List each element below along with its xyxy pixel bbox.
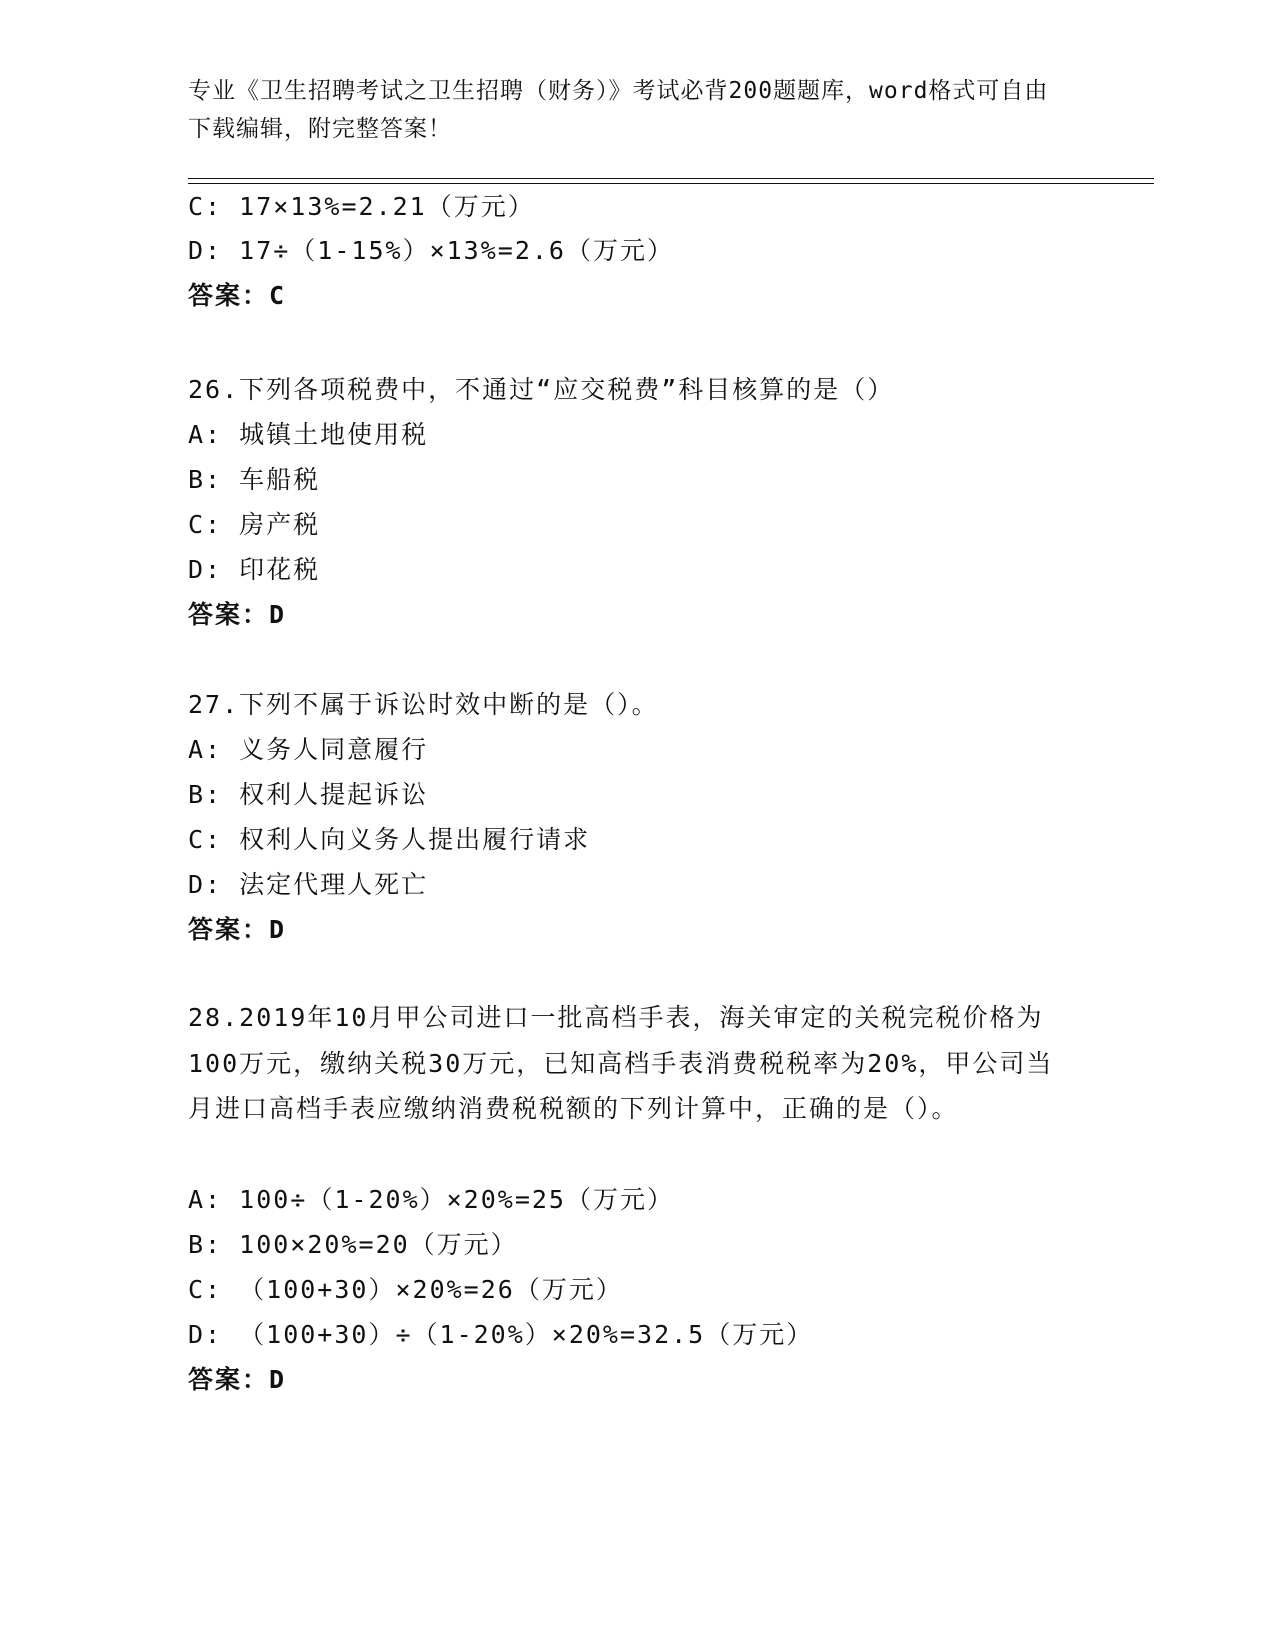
q28-option-a: A: 100÷（1-20%）×20%=25（万元） <box>188 1185 674 1214</box>
prev-option-d: D: 17÷（1-15%）×13%=2.6（万元） <box>188 236 674 265</box>
prev-answer: 答案：C <box>188 281 287 310</box>
q28-option-b: B: 100×20%=20（万元） <box>188 1230 518 1259</box>
q27-option-c: C: 权利人向义务人提出履行请求 <box>188 825 591 854</box>
q26-option-c: C: 房产税 <box>188 510 321 539</box>
q27-answer: 答案：D <box>188 915 287 944</box>
q28-answer: 答案：D <box>188 1365 287 1394</box>
q28-stem: 28.2019年10月甲公司进口一批高档手表，海关审定的关税完税价格为100万元，缴纳关税30万元，已知高档手表消费税税率为20%，甲公司当月进口高档手表应缴纳消费税税额的下列计算中，正确的是（）。 <box>188 1003 1054 1123</box>
prev-option-c: C: 17×13%=2.21（万元） <box>188 192 535 221</box>
q26-option-a: A: 城镇土地使用税 <box>188 420 429 449</box>
q26-option-b: B: 车船税 <box>188 465 321 494</box>
q27-stem: 27.下列不属于诉讼时效中断的是（）。 <box>188 690 659 719</box>
q28-option-c: C: （100+30）×20%=26（万元） <box>188 1275 623 1304</box>
header-divider-top <box>188 178 1154 179</box>
q26-stem: 26.下列各项税费中，不通过“应交税费”科目核算的是（） <box>188 375 895 404</box>
document-header: 专业《卫生招聘考试之卫生招聘（财务）》考试必背200题题库，word格式可自由下载编辑，附完整答案！ <box>188 78 1049 142</box>
q26-answer: 答案：D <box>188 600 287 629</box>
header-divider-bottom <box>188 183 1154 184</box>
q28-option-d: D: （100+30）÷（1-20%）×20%=32.5（万元） <box>188 1320 814 1349</box>
q26-option-d: D: 印花税 <box>188 555 321 584</box>
q27-option-d: D: 法定代理人死亡 <box>188 870 429 899</box>
q27-option-a: A: 义务人同意履行 <box>188 735 429 764</box>
q27-option-b: B: 权利人提起诉讼 <box>188 780 429 809</box>
